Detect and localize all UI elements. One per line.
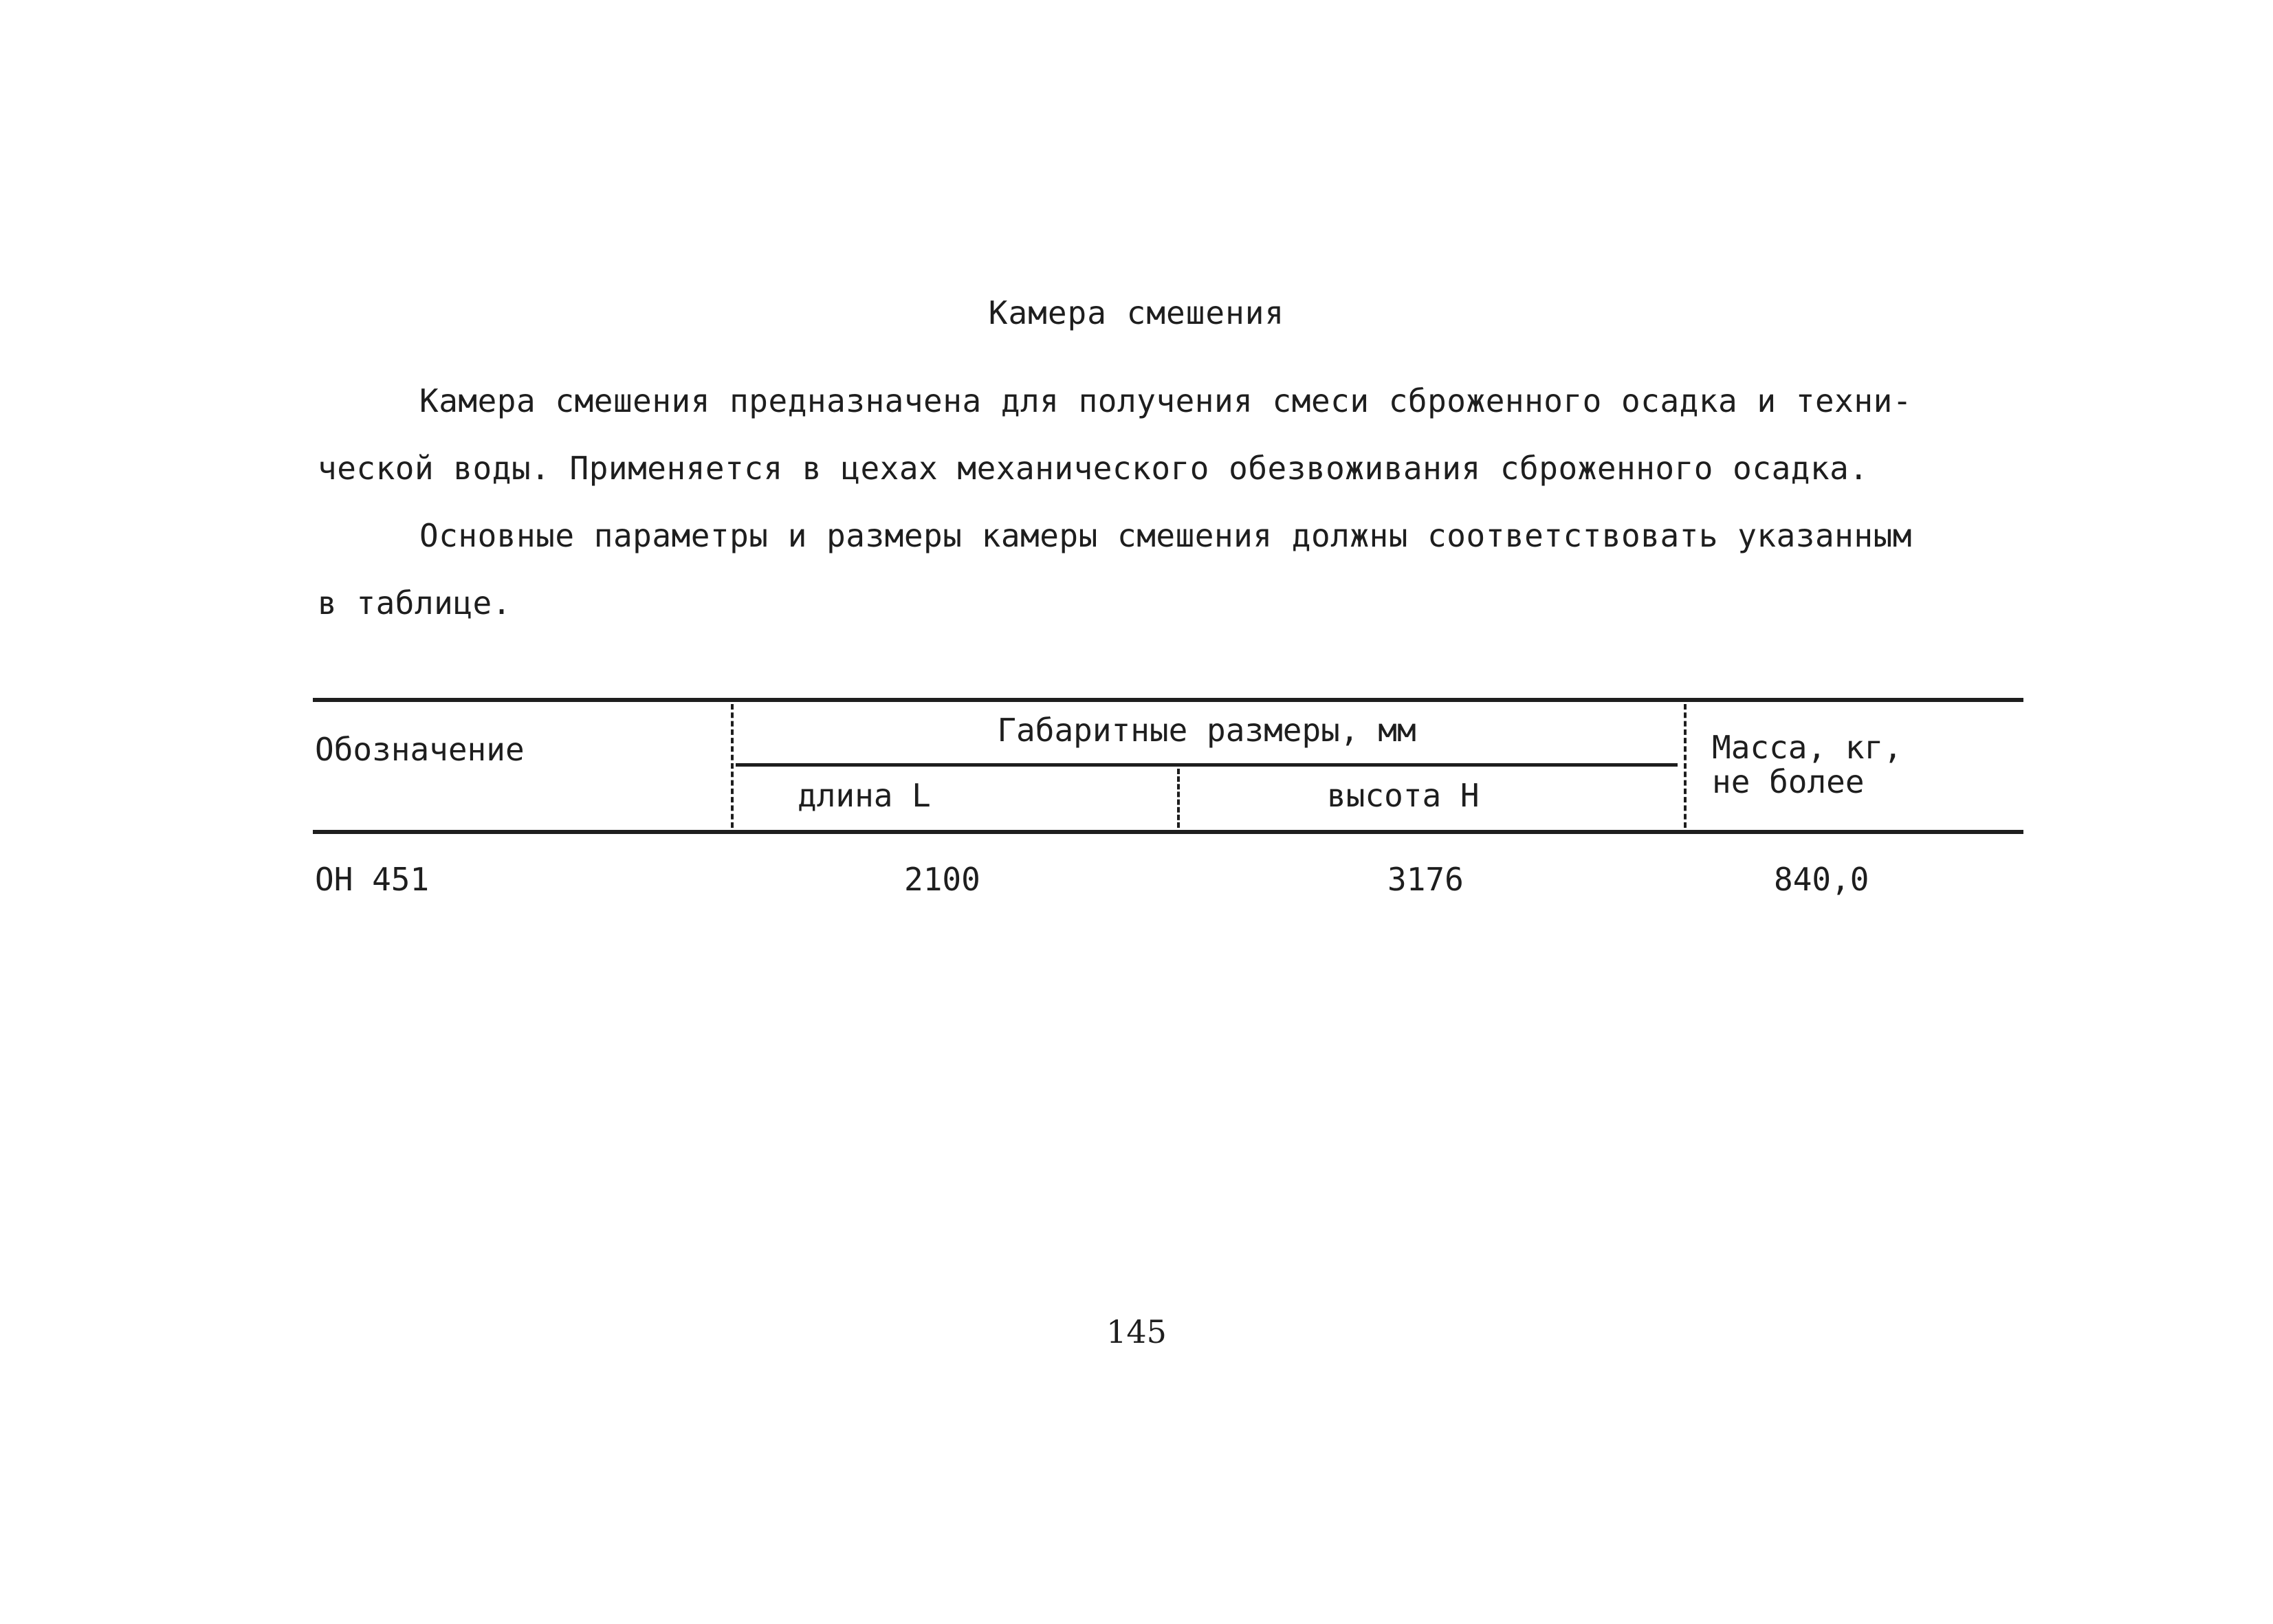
paragraph-line-4: в таблице. [318,584,512,622]
header-designation: Обозначение [315,731,525,768]
table-column-divider [731,704,734,828]
row-designation: ОН 451 [315,861,430,898]
table-header-rule [313,830,2023,834]
header-length: длина L [798,777,931,814]
row-mass: 840,0 [1774,861,1869,898]
header-height: высота H [1327,777,1480,814]
table-top-rule [313,698,2023,702]
row-height: 3176 [1387,861,1464,898]
table-subheader-rule [736,763,1678,767]
table-column-divider [1684,704,1687,828]
paragraph-line-3: Основные параметры и размеры камеры смешения должны соответствовать указанным [419,517,1912,554]
table-column-divider [1177,769,1180,828]
header-mass-line-1: Масса, кг, [1712,729,1902,766]
header-mass-line-2: не более [1712,763,1865,800]
paragraph-line-1: Камера смешения предназначена для получения смеси сброженного осадка и техни- [419,382,1912,419]
page-number: 145 [1106,1313,1167,1350]
paragraph-line-2: ческой воды. Применяется в цехах механического обезвоживания сброженного осадка. [318,450,1869,487]
section-title: Камера смешения [988,294,1285,331]
header-overall-dimensions: Габаритные размеры, мм [997,712,1416,749]
row-length: 2100 [904,861,980,898]
